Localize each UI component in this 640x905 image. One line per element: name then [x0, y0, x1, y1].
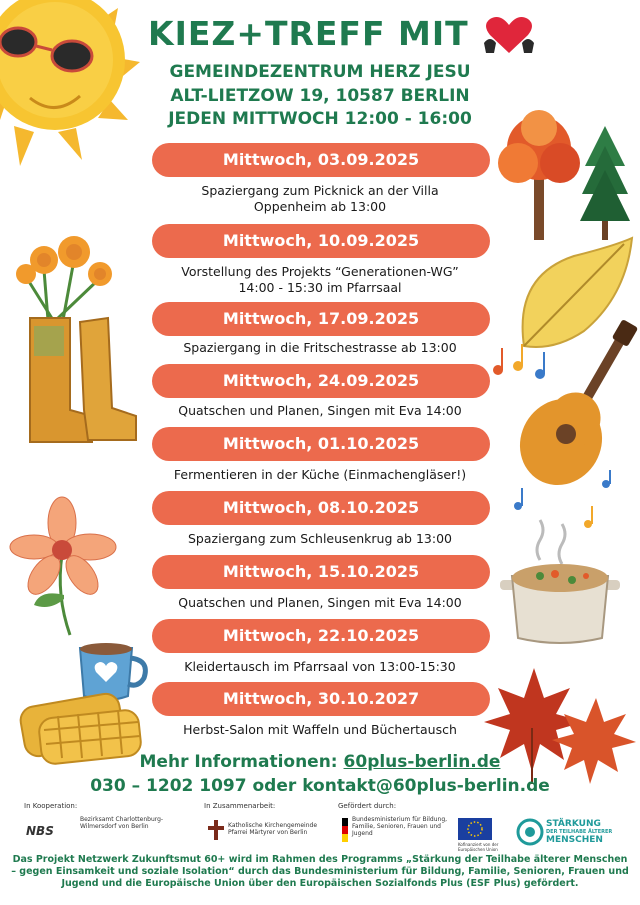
event-date: Mittwoch, 10.09.2025 — [152, 224, 490, 258]
event-date: Mittwoch, 01.10.2025 — [152, 427, 490, 461]
collaboration-label: In Zusammenarbeit: — [204, 802, 276, 810]
ministry-logo: Bundesministerium für Bildung, Familie, Senioren, Frauen und Jugend — [352, 816, 448, 837]
soup-pot-icon — [500, 520, 620, 645]
church-icon — [208, 820, 224, 840]
nbs-logo: NBS — [26, 824, 54, 838]
flowers-boots-icon — [8, 230, 142, 450]
event-description: Spaziergang in die Fritschestrasse ab 13:00 — [183, 340, 457, 355]
german-flag-icon — [342, 818, 348, 842]
event-date: Mittwoch, 30.10.2027 — [152, 682, 490, 716]
starkung-logo — [546, 819, 632, 849]
event-description: Herbst-Salon mit Waffeln und Büchertausch — [183, 722, 457, 737]
parish-logo: Katholische Kirchengemeinde Pfarrei Märtyrer von Berlin — [228, 822, 318, 836]
address: ALT-LIETZOW 19, 10587 BERLIN — [170, 86, 470, 106]
flower-icon — [10, 495, 120, 635]
event-date: Mittwoch, 24.09.2025 — [152, 364, 490, 398]
district-name: Bezirksamt Charlottenburg-Wilmersdorf von Berlin — [80, 816, 164, 830]
event-date: Mittwoch, 08.10.2025 — [152, 491, 490, 525]
location-name: GEMEINDEZENTRUM HERZ JESU — [169, 62, 471, 82]
cooperation-label: In Kooperation: — [24, 802, 78, 810]
starkung-logo-icon — [516, 818, 544, 846]
event-description-line: Spaziergang zum Picknick an der Villa — [201, 183, 439, 198]
pine-tree-icon — [580, 126, 630, 241]
event-description — [140, 183, 500, 215]
event-date: Mittwoch, 15.10.2025 — [152, 555, 490, 589]
page-title: KIEZ+TREFF MIT — [148, 14, 469, 53]
starkung-line1: STÄRKUNG — [546, 819, 601, 829]
event-description: Spaziergang zum Schleusenkrug ab 13:00 — [188, 531, 452, 546]
funding-notice: Das Projekt Netzwerk Zukunftsmut 60+ wird im Rahmen des Programms „Stärkung der Teilhabe älterer Menschen – gegen Einsamkeit und soziale Isolation“ durch das Bundesministerium für Bildung, Familie, Senioren, Frauen und Jugend und die Europäische Union über den Europäischen Sozialfonds Plus (ESF Plus) gefördert. — [11, 854, 629, 889]
event-description: Quatschen und Planen, Singen mit Eva 14:00 — [178, 595, 462, 610]
event-description — [140, 264, 500, 296]
funding-label: Gefördert durch: — [338, 802, 397, 810]
starkung-line3: MENSCHEN — [546, 835, 603, 845]
event-description: Fermentieren in der Küche (Einmachengläser!) — [173, 467, 467, 482]
sun-icon — [0, 0, 140, 170]
event-description: Quatschen und Planen, Singen mit Eva 14:00 — [178, 403, 462, 418]
eu-flag-icon — [458, 818, 492, 840]
event-description-line: Oppenheim ab 13:00 — [253, 199, 387, 214]
event-date: Mittwoch, 22.10.2025 — [152, 619, 490, 653]
district-logo — [80, 816, 190, 846]
starkung-line2: DER TEILHABE ÄLTERER — [546, 829, 613, 835]
event-date: Mittwoch, 17.09.2025 — [152, 302, 490, 336]
schedule: JEDEN MITTWOCH 12:00 - 16:00 — [168, 109, 472, 129]
website-link[interactable]: 60plus-berlin.de — [343, 752, 501, 772]
contact-info: 030 – 1202 1097 oder kontakt@60plus-berlin.de — [90, 776, 550, 796]
eu-label: Kofinanziert von der Europäischen Union — [458, 842, 499, 852]
more-info — [0, 752, 640, 772]
event-description-line: Vorstellung des Projekts “Generationen-WG” — [181, 264, 459, 279]
event-description: Kleidertausch im Pfarrsaal von 13:00-15:30 — [184, 659, 456, 674]
event-date: Mittwoch, 03.09.2025 — [152, 143, 490, 177]
more-info-label: Mehr Informationen: — [139, 752, 338, 772]
heart-icon — [482, 13, 536, 57]
event-description-line: 14:00 - 15:30 im Pfarrsaal — [238, 280, 402, 295]
